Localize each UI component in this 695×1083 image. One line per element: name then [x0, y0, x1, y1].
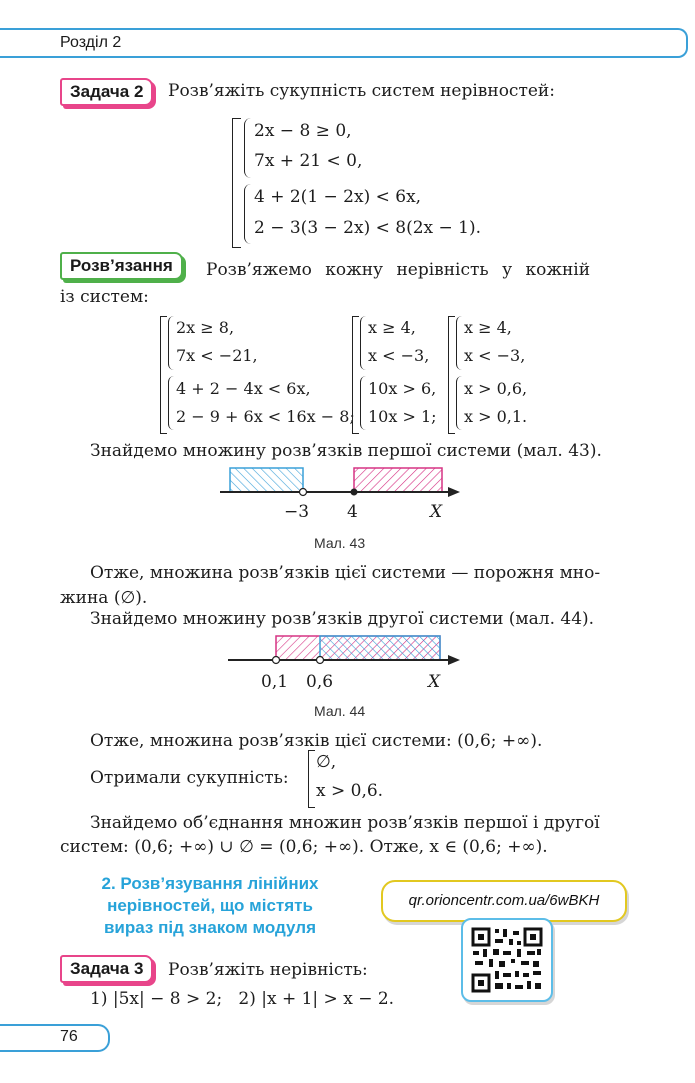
col2-line-3: 10x > 6,	[368, 379, 437, 398]
col3-line-4: x > 0,1.	[464, 407, 528, 426]
find-first-text: Знайдемо множину розв’язків першої системи (мал. 43).	[90, 441, 602, 461]
fig44-label-01: 0,1	[261, 672, 289, 692]
col3-brace-2	[456, 376, 462, 430]
solution-intro-1: Розв’яжемо кожну нерівність у кожній	[206, 260, 591, 280]
col1-line-3: 4 + 2 − 4x < 6x,	[176, 379, 311, 398]
col2-line-1: x ≥ 4,	[368, 318, 416, 337]
col3-brace-1	[456, 316, 462, 370]
task2-brace-1	[244, 118, 251, 178]
col3-line-3: x > 0,6,	[464, 379, 528, 398]
qr-code-icon	[471, 927, 543, 993]
fig43-left-region	[230, 468, 303, 492]
solution-tag: Розв’язання	[60, 252, 183, 280]
qr-url-box[interactable]	[381, 880, 627, 922]
find-second-text: Знайдемо множину розв’язків другої системи (мал. 44).	[90, 609, 595, 629]
got-set-text: Отримали сукупність:	[90, 768, 289, 788]
section2-title-line-3: вираз під знаком модуля	[103, 918, 316, 937]
col1-line-2: 7x < −21,	[176, 346, 258, 365]
task2-ineq-2: 7x + 21 < 0,	[254, 151, 363, 171]
col2-line-4: 10x > 1;	[368, 407, 437, 426]
col1-brace-1	[168, 316, 174, 370]
task2-statement: Розв’яжіть сукупність систем нерівностей:	[168, 81, 555, 101]
task2-ineq-4: 2 − 3(3 − 2x) < 8(2x − 1).	[254, 218, 482, 238]
fig43-right-region	[354, 468, 442, 492]
section2-title	[60, 873, 360, 939]
section2-title-line-1: 2. Розв’язування лінійних	[101, 874, 319, 893]
union-line-1: Знайдемо об’єднання множин розв’язків першої і другої	[90, 813, 600, 833]
fig43-caption: Мал. 43	[314, 535, 366, 551]
task2-brace-2	[244, 184, 251, 244]
fig44-label-06: 0,6	[306, 672, 334, 692]
col3-line-1: x ≥ 4,	[464, 318, 512, 337]
result1-line-2: жина (∅).	[60, 588, 148, 608]
qr-code-box[interactable]	[461, 918, 553, 1002]
col2-line-2: x < −3,	[368, 346, 430, 365]
fig44-label-x: X	[428, 672, 441, 692]
fig43-open-point	[300, 489, 307, 496]
fig43-axis-arrow	[448, 487, 460, 497]
col2-brace-1	[360, 316, 366, 370]
col3-set-bracket	[448, 316, 455, 434]
page-number: 76	[60, 1028, 78, 1045]
page-number-tab	[0, 1024, 110, 1052]
task3-statement: Розв’яжіть нерівність:	[168, 960, 368, 980]
fig44-blue-region	[320, 636, 440, 660]
task3-tag: Задача 3	[60, 955, 153, 983]
section-header: Розділ 2	[60, 34, 122, 51]
section2-title-line-2: нерівностей, що містять	[107, 896, 313, 915]
col1-brace-2	[168, 376, 174, 430]
task3-items: 1) |5x| − 8 > 2; 2) |x + 1| > x − 2.	[90, 989, 395, 1009]
fig44-caption: Мал. 44	[314, 703, 366, 719]
result-set-bracket	[308, 750, 315, 808]
union-line-2: систем: (0,6; +∞) ∪ ∅ = (0,6; +∞). Отже, x ∈ (0,6; +∞).	[60, 837, 548, 857]
fig44-axis-arrow	[448, 655, 460, 665]
fig44-open-point-1	[273, 657, 280, 664]
solution-intro-2: із систем:	[60, 287, 149, 307]
number-line-fig44	[228, 632, 468, 676]
set-item-x: x > 0,6.	[316, 781, 384, 801]
set-item-empty: ∅,	[316, 752, 337, 772]
result2-text: Отже, множина розв’язків цієї системи: (0,6; +∞).	[90, 731, 543, 751]
fig43-label-minus3: −3	[284, 502, 310, 522]
fig43-label-4: 4	[347, 502, 358, 522]
col1-line-1: 2x ≥ 8,	[176, 318, 235, 337]
task2-set-bracket	[232, 118, 241, 248]
task2-tag: Задача 2	[60, 78, 153, 106]
qr-url-link[interactable]: qr.orioncentr.com.ua/6wBKH	[408, 892, 600, 909]
task2-ineq-3: 4 + 2(1 − 2x) < 6x,	[254, 187, 422, 207]
fig43-label-x: X	[430, 502, 443, 522]
col1-set-bracket	[160, 316, 167, 434]
col2-set-bracket	[352, 316, 359, 434]
col3-line-2: x < −3,	[464, 346, 526, 365]
result1-line-1: Отже, множина розв’язків цієї системи — порожня мно-	[90, 563, 601, 583]
fig44-open-point-2	[317, 657, 324, 664]
task2-ineq-1: 2x − 8 ≥ 0,	[254, 121, 352, 141]
fig43-closed-point	[351, 489, 358, 496]
col2-brace-2	[360, 376, 366, 430]
col1-line-4: 2 − 9 + 6x < 16x − 8;	[176, 407, 355, 426]
